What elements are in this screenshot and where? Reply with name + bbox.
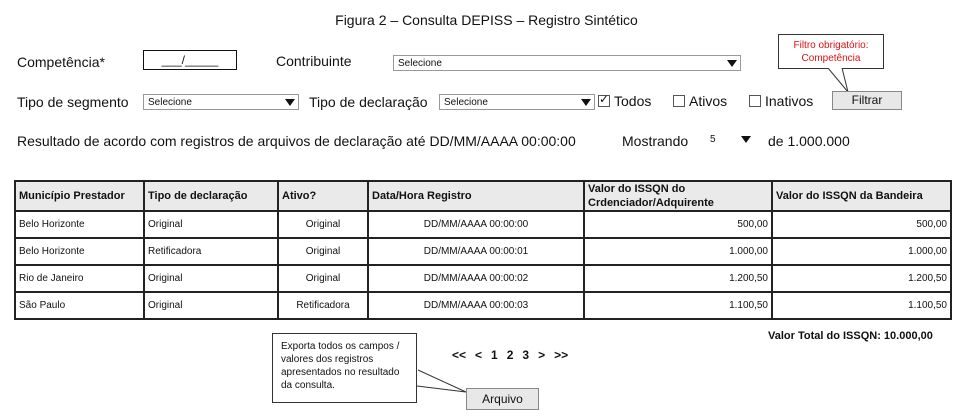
checkbox-ativos-label: Ativos xyxy=(689,93,728,109)
competencia-label: Competência* xyxy=(17,54,105,70)
cell-ativo: Original xyxy=(278,211,368,238)
check-icon xyxy=(598,95,610,107)
tipo-declaracao-select[interactable] xyxy=(439,94,595,110)
checkbox-todos[interactable] xyxy=(598,93,651,109)
chevron-down-icon xyxy=(741,136,751,143)
total-records-text: de 1.000.000 xyxy=(768,133,850,149)
filtro-callout xyxy=(778,34,884,69)
results-table xyxy=(14,180,952,320)
column-header: Ativo? xyxy=(278,181,368,211)
export-callout-pointer xyxy=(410,368,470,396)
table-row[interactable] xyxy=(15,211,951,238)
tipo-segmento-label: Tipo de segmento xyxy=(17,94,129,110)
filtro-callout-line2: Competência xyxy=(801,53,861,64)
table-row[interactable] xyxy=(15,292,951,319)
column-header: Valor do ISSQN da Bandeira xyxy=(772,181,951,211)
cell-municipio: Rio de Janeiro xyxy=(15,265,144,292)
column-header: Valor do ISSQN do Crdenciador/Adquirente xyxy=(584,181,772,211)
contribuinte-selected: Selecione xyxy=(398,58,442,69)
export-callout: Exporta todos os campos / valores dos registros apresentados no resultado da consulta. xyxy=(272,333,417,403)
cell-municipio: São Paulo xyxy=(15,292,144,319)
next-page-link[interactable]: > xyxy=(538,348,546,362)
page-link-2[interactable]: 2 xyxy=(506,348,514,362)
cell-valor-bandeira: 1.200,50 xyxy=(772,265,951,292)
cell-tipo: Original xyxy=(144,265,278,292)
total-issqn: Valor Total do ISSQN: 10.000,00 xyxy=(768,330,933,342)
cell-valor-credenciador: 500,00 xyxy=(584,211,772,238)
column-header: Data/Hora Registro xyxy=(368,181,584,211)
cell-valor-bandeira: 1.000,00 xyxy=(772,238,951,265)
page-size-selected: 5 xyxy=(710,134,716,145)
prev-page-link[interactable]: < xyxy=(475,348,483,362)
page-size-select[interactable] xyxy=(706,132,754,150)
checkbox-inativos-label: Inativos xyxy=(765,93,814,109)
resultado-text: Resultado de acordo com registros de arquivos de declaração até DD/MM/AAAA 00:00:00 xyxy=(17,133,576,149)
tipo-declaracao-label: Tipo de declaração xyxy=(309,94,428,110)
cell-ativo: Original xyxy=(278,265,368,292)
contribuinte-label: Contribuinte xyxy=(276,53,352,69)
checkbox-box xyxy=(673,95,685,107)
cell-tipo: Original xyxy=(144,292,278,319)
table-header-row xyxy=(15,181,951,211)
last-page-link[interactable]: >> xyxy=(554,348,569,362)
cell-ativo: Original xyxy=(278,238,368,265)
cell-data-hora: DD/MM/AAAA 00:00:03 xyxy=(368,292,584,319)
cell-ativo: Retificadora xyxy=(278,292,368,319)
cell-valor-bandeira: 1.100,50 xyxy=(772,292,951,319)
page-link-3[interactable]: 3 xyxy=(522,348,530,362)
page-link-1[interactable]: 1 xyxy=(491,348,498,362)
pagination xyxy=(452,348,577,362)
column-header: Município Prestador xyxy=(15,181,144,211)
cell-municipio: Belo Horizonte xyxy=(15,211,144,238)
cell-data-hora: DD/MM/AAAA 00:00:01 xyxy=(368,238,584,265)
competencia-input[interactable]: ___/_____ xyxy=(143,50,237,70)
checkbox-ativos[interactable] xyxy=(673,93,727,109)
checkbox-box xyxy=(749,95,761,107)
cell-tipo: Original xyxy=(144,211,278,238)
chevron-down-icon xyxy=(727,60,737,67)
tipo-declaracao-selected: Selecione xyxy=(444,97,488,108)
mostrando-label: Mostrando xyxy=(622,133,689,149)
filtrar-button[interactable]: Filtrar xyxy=(832,91,902,110)
tipo-segmento-select[interactable] xyxy=(143,94,299,110)
table-row[interactable] xyxy=(15,265,951,292)
cell-valor-credenciador: 1.200,50 xyxy=(584,265,772,292)
column-header: Tipo de declaração xyxy=(144,181,278,211)
cell-data-hora: DD/MM/AAAA 00:00:02 xyxy=(368,265,584,292)
cell-municipio: Belo Horizonte xyxy=(15,238,144,265)
cell-tipo: Retificadora xyxy=(144,238,278,265)
cell-valor-credenciador: 1.100,50 xyxy=(584,292,772,319)
first-page-link[interactable]: << xyxy=(452,348,467,362)
contribuinte-select[interactable] xyxy=(393,55,741,71)
cell-valor-credenciador: 1.000,00 xyxy=(584,238,772,265)
filtro-callout-line1: Filtro obrigatório: xyxy=(793,40,869,51)
chevron-down-icon xyxy=(285,99,295,106)
checkbox-inativos[interactable] xyxy=(749,93,813,109)
cell-data-hora: DD/MM/AAAA 00:00:00 xyxy=(368,211,584,238)
table-row[interactable] xyxy=(15,238,951,265)
figure-title: Figura 2 – Consulta DEPISS – Registro Sintético xyxy=(335,12,638,28)
chevron-down-icon xyxy=(581,99,591,106)
tipo-segmento-selected: Selecione xyxy=(148,97,192,108)
cell-valor-bandeira: 500,00 xyxy=(772,211,951,238)
arquivo-button[interactable]: Arquivo xyxy=(466,388,539,410)
checkbox-todos-label: Todos xyxy=(614,93,652,109)
